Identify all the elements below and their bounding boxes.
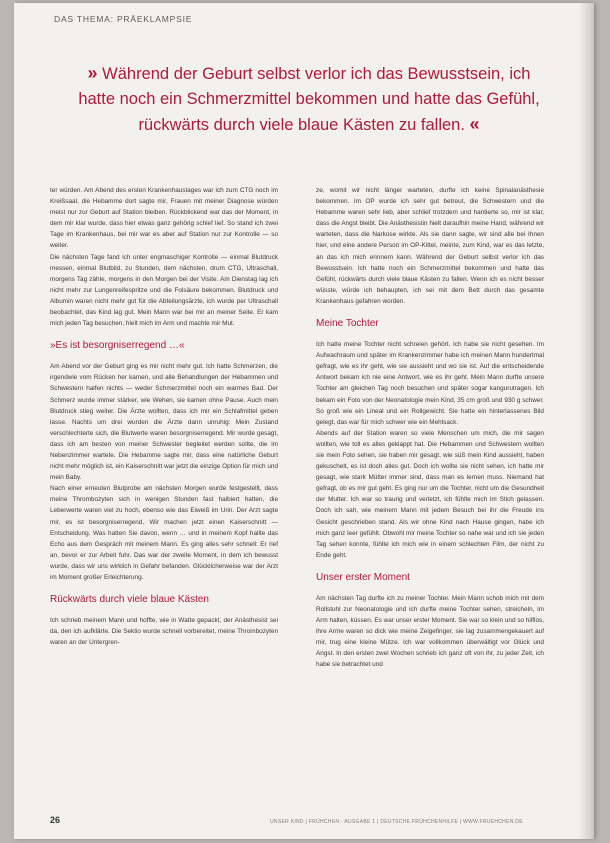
subheading: Unser erster Moment: [316, 571, 410, 583]
footer-text: UNSER KIND | FRÜHCHEN · AUSGABE 1 | DEUTSCHE FRÜHCHENHILFE | WWW.FRUEHCHEN.DE: [270, 819, 523, 825]
pull-quote-close-mark: «: [469, 114, 480, 134]
page-number: 26: [50, 815, 61, 825]
magazine-page: [14, 3, 594, 839]
body-paragraph: ze, womit wir nicht länger warteten, durfte ich keine Spinalanästhesie bekommen. Im OP wurde ich sehr gut betreut, die Schwestern und die Hebamme waren sehr lieb, aber schlief trotzdem und hantierte so, mir ist klar, dass die Angst bleibt. Die Anästhesistin hielt daraufhin meine Hand, während wir warteten, dass die Narkose wirkte. Als sie dann sagte, wir sind alle bei Ihnen hier, und eine andere Person im OP-Kittel, meinte, zum Kind, war es das letzte, an das ich mich erinnern kann. Während der Geburt selbst verlor ich das Bewusstsein. Ich hatte noch ein Schmerzmittel bekommen und hatte das Gefühl, rückwärts durch viele blaue Kästen zu fallen. Wenn ich es nicht besser wüsste, würde ich behaupten, ich sei mit dem Bett durch das gesamte Krankenhaus gefahren worden.: [316, 187, 544, 305]
pull-quote-text: Während der Geburt selbst verlor ich das Bewusstsein, ich hatte noch ein Schmerzmittel bekommen und hatte das Gefühl, rückwärts durch viele blaue Kästen zu fallen.: [78, 65, 540, 134]
body-paragraph: Ich hatte meine Tochter nicht schreien gehört. Ich habe sie nicht gesehen. Im Aufwachraum und später im Krankenzimmer habe ich meinen Mann hundertmal gefragt, wie es ihr geht, wie sie aussieht und wo sie ist. Auf die entscheidende Antwort bekam ich nie eine Antwort, wie es ihr geht. Mein Mann durfte unsere Tochter am gleichen Tag noch besuchen und später sogar kangurutragen. Ich bekam ein Foto von der Neonatologie mein Kind, 35 cm groß und 930 g schwer. So groß wie ein Lineal und ein Rollgewicht. Sie hatte ein hinterlassenes Bild gelegt, das war für mich schwer wie ein Mehlsack.: [316, 341, 544, 426]
body-paragraph: Am nächsten Tag durfte ich zu meiner Tochter. Mein Mann schob mich mit dem Rollstuhl zur Neonatologie und ich durfte meine Tochter sehen, streicheln, im Arm halten, küssen. Es war unser erster Moment. Sie war so klein und so hilflos, ihre Arme waren so dick wie meine Zeigefinger, sie lag zusammengekauert auf mir, trug eine kleine Mütze. Ich war vollkommen überwältigt vor Glück und Angst. In den ersten zwei Wochen schrieb ich ganz oft von ihr, zu jeder Zeit, ich habe sie betrachtet und: [316, 594, 544, 669]
article-column-right: [316, 185, 544, 671]
pull-quote: [74, 61, 544, 138]
article-column-left: [50, 185, 278, 648]
subheading: Meine Tochter: [316, 318, 379, 330]
page-spine-shadow: [578, 3, 594, 839]
subheading: Rückwärts durch viele blaue Kästen: [50, 594, 209, 606]
body-paragraph: Ich schrieb meinem Mann und hoffte, wie in Watte gepackt, der Anästhesist sei da, den ich aufklärte. Die Sektio wurde schnell vorbereitet, meine Thrombozyten waren an der Untergren-: [50, 617, 278, 647]
body-paragraph: ter würden. Am Abend des ersten Krankenhaustages war ich zum CTG noch im Kreißsaal, die Hebamme dort sagte mir, Frauen mit meiner Diagnose würden meist nur zur Geburt auf Station bleiben. Rückblickend war das der Moment, in dem mir klar wurde, dass hier etwas ganz gehörig schief lief. So stand ich zwei Tage im Krankenhaus, bei mir war es aber auf Station nur zur Kontrolle — so weiter.: [50, 187, 278, 250]
body-paragraph: Abends auf der Station waren so viele Menschen um mich, die mir sagen wollten, wie toll es alles geklappt hat. Die Hebammen und Schwestern wollten sie mein Foto sehen, sie haben mir gesagt, wie süß mein Kind aussieht, haben gekuschelt, es ist doch alles gut. Doch ich wollte sie nicht sehen, ich hatte mir gesagt, wie stark Mütter immer sind, dass man es lernen muss. Niemand hat gefragt, ob es mir gut geht. Es ging nur um die Tochter, nicht um die Gesundheit der Mutter. Ich war so traurig und verletzt, ich fühlte mich im Stich gelassen. Doch ich sah, wie meinem Mann mit jedem Besuch bei ihr die Freude ins Gesicht geschrieben stand. Als wir ohne Kind nach Hause gingen, habe ich mich ganz leer gefühlt. Obwohl mir meine Tochter so nahe war und ich sie jeden Tag sehen konnte, fühlte ich mich wie in einem schlechten Film, der nicht zu Ende geht.: [316, 429, 544, 559]
section-label: DAS THEMA: PRÄEKLAMPSIE: [54, 14, 193, 24]
subheading: »Es ist besorgniserregend …«: [50, 340, 185, 352]
pull-quote-open-mark: »: [87, 63, 98, 83]
body-paragraph: Die nächsten Tage fand ich unter engmaschiger Kontrolle — einmal Blutdruck messen, einmal Blutbild, zu Stunden, dem nächsten, drum CTG, Ultraschall, morgens Tag zähle, morgens in den Morgen bei der Visite. Am Dienstag lag ich nicht mehr zur Lungenreifespritze und die Folsäure bekommen. Blutdruck und Albumin waren nicht mehr gut für die Abteilungsärzte, ich wurde per Ultraschall beobachtet, das Kind lag gut. Mein Mann war bei mir an meiner Seite. Er kam mich jeden Tag besuchen, hielt mich im Arm und machte mir Mut.: [50, 253, 278, 328]
body-paragraph: Nach einer erneuten Blutprobe am nächsten Morgen wurde festgestellt, dass meine Thrombozyten sich in wenigen Stunden fast halbiert hatten, die Leberwerte waren viel zu hoch, ebenso wie das Eiweiß im Urin. Der Arzt sagte mir, es ist besorgniserregend. Wir machen jetzt einen Kaiserschnitt — Entscheidung. Was hatten Sie davon, wenn … und in meinem Kopf hallte das Echo aus dem Gespräch mit meinem Mann. Es ging alles sehr schnell: Er rief an, bevor er zur Arbeit fuhr. Das war der zweite Moment, in dem ich bewusst wurde, dass wir uns wirklich in Gefahr befanden. Glücklicherweise war der Arzt im Moment großer Erleichterung.: [50, 485, 278, 581]
body-paragraph: Am Abend vor der Geburt ging es mir nicht mehr gut. Ich hatte Schmerzen, die irgendwie vom Rücken her kamen, und alle Behandlungen der Hebammen und Schwestern halfen nichts — weder Schmerzmittel noch ein warmes Bad. Der Schmerz wurde immer stärker, wie Wehen, sie kamen ohne Pause. Auch mein Blutdruck stieg weiter. Die Ärzte wollten, dass ich mir ein Schlafmittel geben lasse. Nachts um drei wurden die Ärzte dann unruhig: Mein Zustand verschlechterte sich, die Blutwerte waren besorgniserregend. Mir wurde gesagt, dass ich am besten von meiner Schwester begleitet werden sollte, die im Nebenzimmer wartete. Die Hebamme sagte mir, dass eine natürliche Geburt nicht mehr möglich ist, ein Kaiserschnitt war jetzt die einzige Option für mich und mein Baby.: [50, 363, 278, 482]
